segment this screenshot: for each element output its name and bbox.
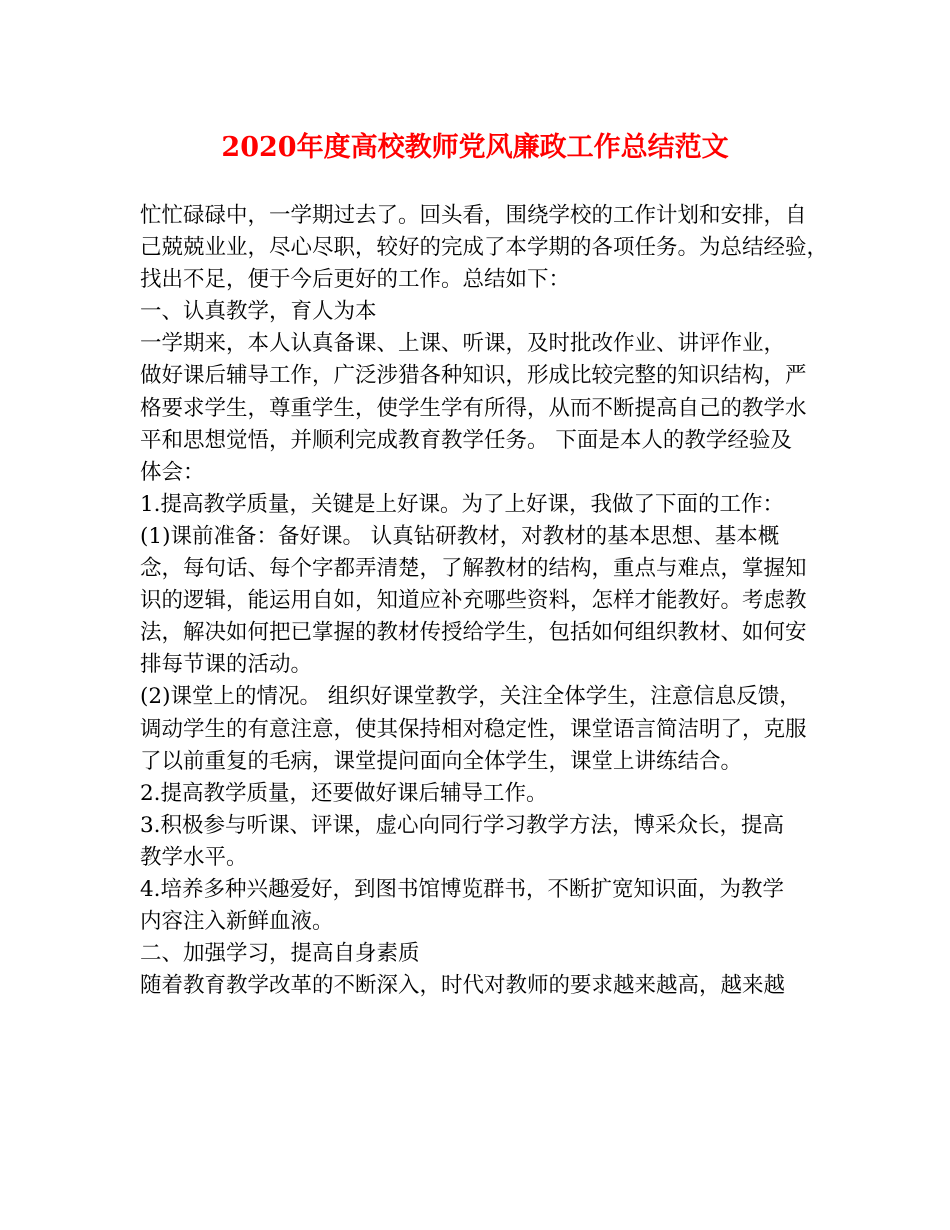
list-item: (1)课前准备：备好课。 认真钻研教材，对教材的基本思想、基本概 bbox=[140, 523, 780, 549]
body-line: 随着教育教学改革的不断深入，时代对教师的要求越来越高，越来越 bbox=[140, 973, 786, 999]
section-heading: 二、加强学习，提高自身素质 bbox=[140, 941, 420, 967]
list-item: 4.培养多种兴趣爱好，到图书馆博览群书，不断扩宽知识面，为教学 bbox=[140, 876, 785, 902]
body-line: 忙忙碌碌中，一学期过去了。回头看，围绕学校的工作计划和安排，自 bbox=[140, 203, 807, 228]
body-line: 教学水平。 bbox=[140, 844, 248, 870]
body-line: 法，解决如何把已掌握的教材传授给学生，包括如何组织教材、如何安 bbox=[140, 620, 807, 646]
section-heading: 一、认真教学，育人为本 bbox=[140, 299, 377, 325]
document-body bbox=[140, 200, 830, 1002]
body-line: 己兢兢业业，尽心尽职，较好的完成了本学期的各项任务。为总结经验， bbox=[140, 235, 829, 261]
list-item: 1.提高教学质量，关键是上好课。为了上好课，我做了下面的工作： bbox=[140, 491, 785, 517]
body-line: 念，每句话、每个字都弄清楚，了解教材的结构，重点与难点，掌握知 bbox=[140, 556, 807, 582]
list-item: (2)课堂上的情况。 组织好课堂教学，关注全体学生，注意信息反馈， bbox=[140, 684, 801, 710]
document-title: 2020年度高校教师党风廉政工作总结范文 bbox=[221, 132, 729, 163]
body-line: 体会： bbox=[140, 459, 205, 485]
list-item: 2.提高教学质量，还要做好课后辅导工作。 bbox=[140, 780, 548, 806]
body-line: 调动学生的有意注意，使其保持相对稳定性，课堂语言简洁明了，克服 bbox=[140, 716, 807, 742]
body-line: 平和思想觉悟，并顺利完成教育教学任务。 下面是本人的教学经验及 bbox=[140, 427, 792, 453]
body-line: 内容注入新鲜血液。 bbox=[140, 909, 334, 935]
body-line: 找出不足，便于今后更好的工作。总结如下： bbox=[140, 267, 571, 293]
body-line: 一学期来，本人认真备课、上课、听课，及时批改作业、讲评作业， bbox=[140, 331, 786, 357]
body-line: 格要求学生，尊重学生，使学生学有所得，从而不断提高自己的教学水 bbox=[140, 395, 807, 421]
body-line: 识的逻辑，能运用自如，知道应补充哪些资料，怎样才能教好。考虑教 bbox=[140, 588, 807, 614]
body-line: 了以前重复的毛病，课堂提问面向全体学生，课堂上讲练结合。 bbox=[140, 748, 743, 774]
body-line: 排每节课的活动。 bbox=[140, 652, 313, 678]
body-line: 做好课后辅导工作，广泛涉猎各种知识，形成比较完整的知识结构，严 bbox=[140, 363, 807, 389]
list-item: 3.积极参与听课、评课，虚心向同行学习教学方法，博采众长，提高 bbox=[140, 812, 785, 838]
